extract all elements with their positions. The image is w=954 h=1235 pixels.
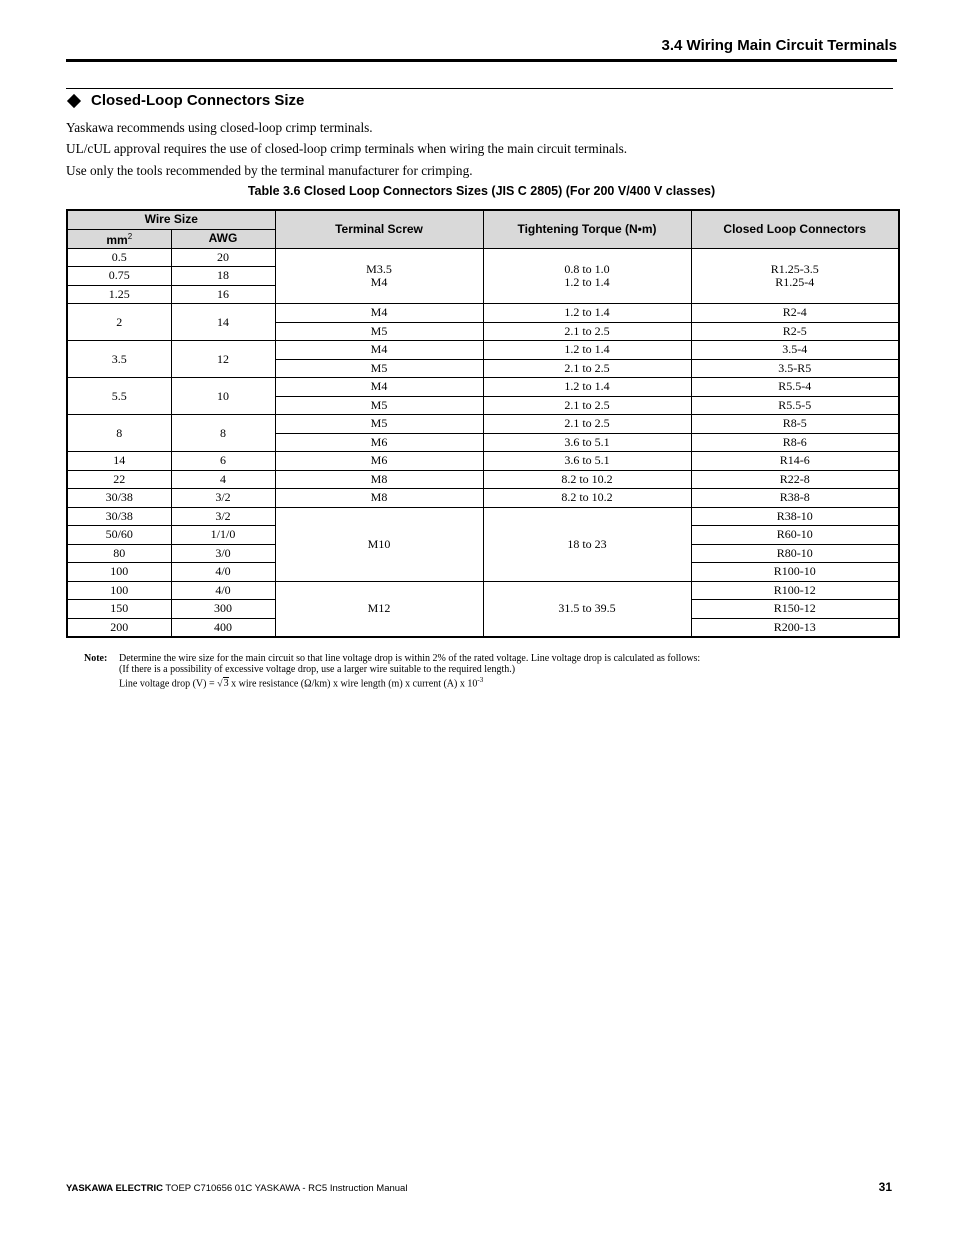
cell-awg: 4/0: [171, 581, 275, 600]
cell-torque: 8.2 to 10.2: [483, 470, 691, 489]
cell-connector: R60-10: [691, 526, 899, 545]
cell-terminal-screw: M10: [275, 507, 483, 581]
footer-doc-title: TOEP C710656 01C YASKAWA - RC5 Instruction Manual: [162, 1183, 408, 1194]
cell-mm2: 200: [67, 618, 171, 637]
table-row: [67, 304, 899, 323]
cell-connector: R2-4: [691, 304, 899, 323]
cell-terminal-screw: M6: [275, 452, 483, 471]
page-number: 31: [878, 1180, 892, 1194]
section-heading-text: Closed-Loop Connectors Size: [91, 92, 305, 109]
cell-mm2: 14: [67, 452, 171, 471]
table-row: [67, 507, 899, 526]
header-rule: [66, 59, 897, 62]
cell-torque: 2.1 to 2.5: [483, 359, 691, 378]
cell-connector: R200-13: [691, 618, 899, 637]
table-row: [67, 341, 899, 360]
cell-torque: 18 to 23: [483, 507, 691, 581]
table-note: [84, 654, 700, 690]
cell-connector: R8-6: [691, 433, 899, 452]
cell-connector: R1.25-3.5 R1.25-4: [691, 248, 899, 304]
cell-connector: R5.5-4: [691, 378, 899, 397]
cell-connector: R8-5: [691, 415, 899, 434]
cell-terminal-screw: M5: [275, 322, 483, 341]
cell-awg: 4/0: [171, 563, 275, 582]
cell-torque: 2.1 to 2.5: [483, 322, 691, 341]
cell-torque: 1.2 to 1.4: [483, 341, 691, 360]
cell-torque: 3.6 to 5.1: [483, 433, 691, 452]
cell-connector: R100-10: [691, 563, 899, 582]
cell-connector: R5.5-5: [691, 396, 899, 415]
cell-awg: 16: [171, 285, 275, 304]
cell-mm2: 150: [67, 600, 171, 619]
table-row: [67, 581, 899, 600]
cell-terminal-screw: M4: [275, 304, 483, 323]
footer-doc-info: [66, 1183, 407, 1194]
cell-awg: 300: [171, 600, 275, 619]
cell-mm2: 30/38: [67, 507, 171, 526]
cell-torque: 2.1 to 2.5: [483, 415, 691, 434]
header-awg: AWG: [171, 229, 275, 248]
cell-terminal-screw: M3.5 M4: [275, 248, 483, 304]
cell-mm2: 30/38: [67, 489, 171, 508]
header-terminal-screw: Terminal Screw: [275, 210, 483, 248]
cell-torque: 31.5 to 39.5: [483, 581, 691, 637]
cell-awg: 4: [171, 470, 275, 489]
cell-connector: 3.5-4: [691, 341, 899, 360]
paragraph-3: Use only the tools recommended by the terminal manufacturer for crimping.: [66, 163, 473, 178]
cell-mm2: 0.5: [67, 248, 171, 267]
cell-connector: R38-8: [691, 489, 899, 508]
cell-mm2: 8: [67, 415, 171, 452]
cell-mm2: 22: [67, 470, 171, 489]
cell-torque: 1.2 to 1.4: [483, 378, 691, 397]
header-mm2: $mm^2$: [67, 229, 171, 248]
cell-mm2: 3.5: [67, 341, 171, 378]
cell-awg: 10: [171, 378, 275, 415]
cell-mm2: 50/60: [67, 526, 171, 545]
footer-brand: YASKAWA ELECTRIC: [66, 1183, 163, 1194]
cell-awg: 6: [171, 452, 275, 471]
paragraph-2: UL/cUL approval requires the use of closed-loop crimp terminals when wiring the main circuit terminals.: [66, 141, 628, 156]
table-row: [67, 378, 899, 397]
cell-torque: 3.6 to 5.1: [483, 452, 691, 471]
section-header-title: 3.4 Wiring Main Circuit Terminals: [661, 37, 897, 54]
table-caption: Table 3.6 Closed Loop Connectors Sizes (JIS C 2805) (For 200 V/400 V classes): [247, 184, 716, 198]
table-row: [67, 489, 899, 508]
cell-terminal-screw: M5: [275, 396, 483, 415]
table-row: [67, 415, 899, 434]
cell-awg: 3/2: [171, 489, 275, 508]
section-heading: [66, 92, 304, 109]
cell-connector: R100-12: [691, 581, 899, 600]
cell-awg: 400: [171, 618, 275, 637]
table-row: [67, 248, 899, 267]
cell-mm2: 2: [67, 304, 171, 341]
table-row: [67, 452, 899, 471]
cell-awg: 3/2: [171, 507, 275, 526]
header-wire-size: Wire Size: [67, 210, 275, 229]
cell-connector: R14-6: [691, 452, 899, 471]
cell-connector: 3.5-R5: [691, 359, 899, 378]
cell-connector: R150-12: [691, 600, 899, 619]
cell-connector: R22-8: [691, 470, 899, 489]
cell-terminal-screw: M4: [275, 378, 483, 397]
cell-mm2: 1.25: [67, 285, 171, 304]
cell-terminal-screw: M12: [275, 581, 483, 637]
cell-mm2: 5.5: [67, 378, 171, 415]
cell-connector: R80-10: [691, 544, 899, 563]
cell-terminal-screw: M8: [275, 489, 483, 508]
note-body: [119, 654, 700, 690]
note-line-2: (If there is a possibility of excessive voltage drop, use a larger wire suitable to the required length.): [119, 663, 516, 675]
cell-awg: 20: [171, 248, 275, 267]
cell-terminal-screw: M4: [275, 341, 483, 360]
table-header-row: [67, 210, 899, 229]
note-label: Note:: [84, 653, 108, 664]
section-rule: [66, 88, 893, 89]
cell-terminal-screw: M8: [275, 470, 483, 489]
cell-awg: 14: [171, 304, 275, 341]
cell-terminal-screw: M6: [275, 433, 483, 452]
cell-awg: 8: [171, 415, 275, 452]
header-torque: Tightening Torque (N•m): [483, 210, 691, 248]
cell-mm2: 100: [67, 563, 171, 582]
cell-torque: 8.2 to 10.2: [483, 489, 691, 508]
cell-torque: 2.1 to 2.5: [483, 396, 691, 415]
paragraph-1: Yaskawa recommends using closed-loop crimp terminals.: [66, 120, 373, 135]
cell-terminal-screw: M5: [275, 415, 483, 434]
cell-awg: 1/1/0: [171, 526, 275, 545]
note-line-3: Line voltage drop (V) = √3 x wire resistance (Ω/km) x wire length (m) x current (A) x $10^{-3}$: [119, 676, 484, 690]
diamond-bullet-icon: [67, 93, 81, 107]
note-line-1: Determine the wire size for the main circuit so that line voltage drop is within 2% of the rated voltage. Line voltage drop is calculated as follows:: [119, 653, 701, 664]
table-row: [67, 470, 899, 489]
cell-mm2: 100: [67, 581, 171, 600]
cell-torque: 1.2 to 1.4: [483, 304, 691, 323]
cell-connector: R38-10: [691, 507, 899, 526]
cell-mm2: 80: [67, 544, 171, 563]
cell-mm2: 0.75: [67, 267, 171, 286]
cell-awg: 18: [171, 267, 275, 286]
cell-awg: 12: [171, 341, 275, 378]
cell-connector: R2-5: [691, 322, 899, 341]
cell-awg: 3/0: [171, 544, 275, 563]
header-connectors: Closed Loop Connectors: [691, 210, 899, 248]
connectors-table: [66, 209, 900, 638]
cell-terminal-screw: M5: [275, 359, 483, 378]
cell-torque: 0.8 to 1.0 1.2 to 1.4: [483, 248, 691, 304]
